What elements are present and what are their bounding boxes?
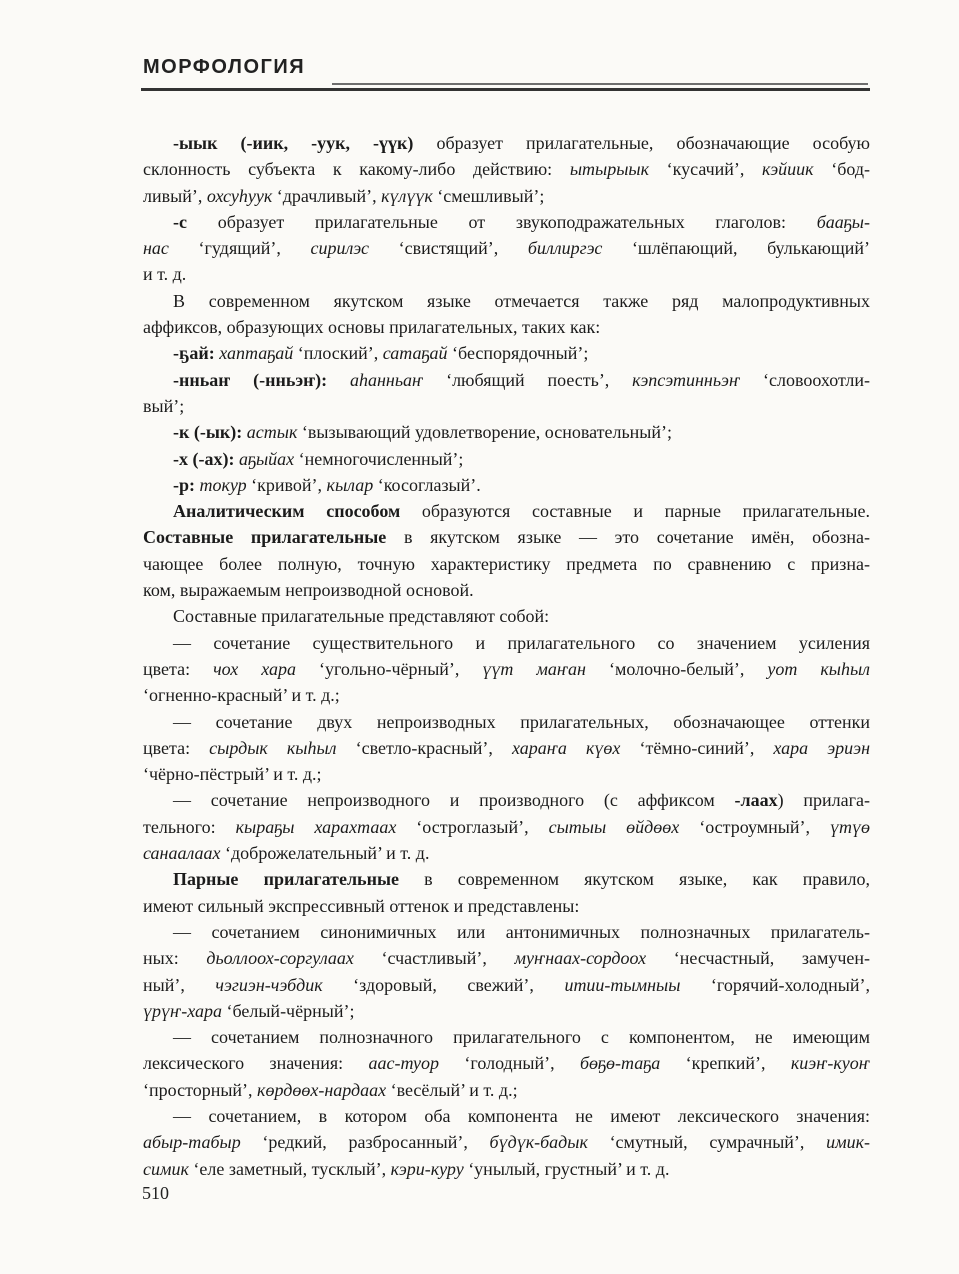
text-run: токур	[199, 474, 247, 495]
text-run: охсуһуук	[206, 185, 273, 206]
text-run: — сочетанием, в котором оба компонента не имеют лексического значения:	[173, 1105, 870, 1126]
paragraph	[143, 603, 870, 629]
text-run: в современном якутском языке, как правило,	[424, 869, 870, 890]
text-run: ‘свистящий’,	[368, 238, 528, 259]
text-run: образуются составные и парные прилагательные.	[421, 501, 870, 522]
paragraph	[143, 919, 870, 1024]
text-run: бааҕы-	[816, 211, 870, 232]
text-run: ‘смешливый’;	[432, 185, 545, 206]
text-line	[143, 130, 870, 156]
text-run: уот кыһыл	[767, 658, 870, 679]
text-run: образует прилагательные от звукоподражательных глаголов:	[217, 211, 817, 232]
text-run: ‘редкий, разбросанный’,	[240, 1132, 490, 1153]
text-run: ‘огненно-красный’ и т. д.;	[143, 685, 340, 706]
text-run: итии-тымныы	[564, 974, 681, 995]
text-run: дьоллоох-соргулаах	[206, 948, 354, 969]
text-run: ‘беспорядочный’;	[447, 343, 589, 364]
text-run: ‘бод-	[813, 159, 870, 180]
text-run: ‘светло-красный’,	[336, 737, 512, 758]
text-run: ‘любящий поесть’,	[423, 369, 633, 390]
text-run: ытырыык	[569, 159, 649, 180]
text-run: -ҕай:	[173, 343, 220, 364]
text-run: чающее более полную, точную характеристику предмета по сравнению с призна-	[143, 553, 870, 574]
text-line	[143, 866, 870, 892]
text-run: чэгиэн-чэбдик	[215, 974, 323, 995]
text-run: сатаҕай	[382, 343, 448, 364]
text-line	[143, 1129, 870, 1155]
header-rule-thin	[332, 83, 868, 85]
text-run: склонность субъекта к какому-либо действию:	[143, 159, 570, 180]
text-run: нас	[143, 238, 169, 259]
text-run: ‘смутный, сумрачный’,	[587, 1132, 827, 1153]
text-run: ‘горячий-холодный’,	[680, 974, 870, 995]
paragraph	[143, 446, 870, 472]
text-run: ‘молочно-белый’,	[585, 658, 768, 679]
text-run: лексического значения:	[143, 1053, 369, 1074]
running-header: МОРФОЛОГИЯ	[143, 56, 306, 78]
text-line	[143, 209, 870, 235]
text-run: ‘белый-чёрный’;	[221, 1000, 355, 1021]
text-run: сырдык кыһыл	[209, 737, 337, 758]
text-line	[143, 945, 870, 971]
text-line	[143, 972, 870, 998]
text-run: ‘вызывающий удовлетворение, основательный’;	[297, 422, 673, 443]
text-line	[143, 156, 870, 182]
text-run: ‘драчливый’,	[272, 185, 382, 206]
text-run: кылар	[326, 474, 374, 495]
paragraph	[143, 1024, 870, 1103]
text-run: -с	[173, 211, 218, 232]
text-body	[143, 130, 870, 1182]
text-line	[143, 761, 870, 787]
text-line	[143, 735, 870, 761]
text-run: ‘шлёпающий, булькающий’	[602, 238, 870, 259]
text-run: киэҥ-куоҥ	[790, 1053, 870, 1074]
text-line	[143, 998, 870, 1024]
text-run: кыраҕы харахтаах	[235, 816, 397, 837]
text-line	[143, 340, 870, 366]
text-run: күлүүк	[381, 185, 433, 206]
text-run: ных:	[143, 948, 207, 969]
text-run: кэри-куру	[390, 1158, 464, 1179]
text-run: -р:	[173, 474, 200, 495]
text-run: ‘голодный’,	[439, 1053, 580, 1074]
text-run: ком, выражаемым непроизводной основой.	[143, 580, 474, 601]
text-run: ‘здоровый, свежий’,	[322, 974, 565, 995]
paragraph	[143, 419, 870, 445]
text-run: и т. д.	[143, 264, 187, 285]
text-line	[143, 603, 870, 629]
text-line	[143, 656, 870, 682]
text-line	[143, 893, 870, 919]
text-run: в якутском языке — это сочетание имён, обозна-	[403, 527, 870, 548]
text-run: Составные прилагательные	[143, 527, 404, 548]
text-run: ‘чёрно-пёстрый’ и т. д.;	[143, 764, 322, 785]
text-run: кэпсэтинньэҥ	[632, 369, 741, 390]
text-run: ‘доброжелательный’ и т. д.	[220, 843, 430, 864]
text-run: -лаах	[734, 790, 778, 811]
text-run: -х (-ах):	[173, 448, 239, 469]
text-run: ‘остроумный’,	[679, 816, 831, 837]
text-run: — сочетание двух непроизводных прилагательных, обозначающее оттенки	[173, 711, 870, 732]
text-run: ‘кривой’,	[246, 474, 327, 495]
text-line	[143, 1024, 870, 1050]
paragraph	[143, 472, 870, 498]
text-run: ‘словоохотли-	[740, 369, 870, 390]
paragraph	[143, 288, 870, 341]
paragraph	[143, 1103, 870, 1182]
text-run: Парные прилагательные	[173, 869, 425, 890]
text-run: цвета:	[143, 737, 210, 758]
text-run: аҕыйах	[238, 448, 295, 469]
text-line	[143, 682, 870, 708]
text-run: үтүө	[830, 816, 870, 837]
text-run: ) прилага-	[777, 790, 870, 811]
text-run: ‘кусачий’,	[649, 159, 763, 180]
text-line	[143, 551, 870, 577]
text-run: хараҥа күөх	[511, 737, 621, 758]
text-line	[143, 630, 870, 656]
text-run: муҥнаах-сордоох	[514, 948, 647, 969]
text-run: цвета:	[143, 658, 214, 679]
text-run: үрүҥ-хара	[143, 1000, 222, 1021]
text-run: бүдүк-бадык	[489, 1132, 588, 1153]
text-run: ‘еле заметный, тусклый’,	[188, 1158, 391, 1179]
paragraph	[143, 130, 870, 209]
paragraph	[143, 367, 870, 420]
text-run: ‘косоглазый’.	[373, 474, 481, 495]
text-run: ‘гудящий’,	[168, 238, 311, 259]
text-run: ‘просторный’,	[143, 1079, 258, 1100]
text-run: ливый’,	[143, 185, 207, 206]
text-run: аһанньаҥ	[349, 369, 424, 390]
text-run: В современном якутском языке отмечается также ряд малопродуктивных	[173, 290, 870, 311]
text-run: үүт маҥан	[482, 658, 586, 679]
text-run: ‘несчастный, замучен-	[646, 948, 870, 969]
text-line	[143, 367, 870, 393]
text-run: -нньаҥ (-нньэҥ):	[173, 369, 350, 390]
text-line	[143, 183, 870, 209]
paragraph	[143, 340, 870, 366]
text-run: аас-туор	[368, 1053, 440, 1074]
text-run: образует прилагательные, обозначающие особую	[436, 133, 870, 153]
text-run: ‘угольно-чёрный’,	[296, 658, 483, 679]
text-run: тельного:	[143, 816, 236, 837]
text-line	[143, 814, 870, 840]
text-run: — сочетание непроизводного и производного (с аффиксом	[173, 790, 735, 811]
text-run: имеют сильный экспрессивный оттенок и представлены:	[143, 895, 580, 916]
text-run: ‘унылый, грустный’ и т. д.	[463, 1158, 670, 1179]
text-run: биллиргэс	[527, 238, 603, 259]
text-run: ‘весёлый’ и т. д.;	[386, 1079, 518, 1100]
text-run: астык	[246, 422, 298, 443]
text-run: бөҕө-таҕа	[579, 1053, 661, 1074]
text-line	[143, 787, 870, 813]
text-run: симик	[143, 1158, 189, 1179]
text-run: — сочетанием полнозначного прилагательного с компонентом, не имеющим	[173, 1027, 870, 1048]
text-line	[143, 446, 870, 472]
text-run: ‘немногочисленный’;	[294, 448, 464, 469]
paragraph	[143, 498, 870, 603]
text-run: ‘крепкий’,	[660, 1053, 791, 1074]
text-run: ‘тёмно-синий’,	[620, 737, 774, 758]
text-line	[143, 472, 870, 498]
text-run: ‘плоский’,	[293, 343, 383, 364]
text-line	[143, 709, 870, 735]
text-run: хаптаҕай	[219, 343, 294, 364]
text-run: Составные прилагательные представляют собой:	[173, 606, 550, 627]
text-run: кэйиик	[762, 159, 814, 180]
text-run: Аналитическим способом	[173, 501, 422, 522]
text-run: көрдөөх-нардаах	[257, 1079, 387, 1100]
text-line	[143, 235, 870, 261]
text-run: ‘остроглазый’,	[396, 816, 549, 837]
text-run: ‘счастливый’,	[353, 948, 515, 969]
text-line	[143, 1077, 870, 1103]
text-line	[143, 314, 870, 340]
text-line	[143, 288, 870, 314]
text-line	[143, 1050, 870, 1076]
text-run: аффиксов, образующих основы прилагательных, таких как:	[143, 317, 601, 338]
text-run: — сочетанием синонимичных или антонимичных полнозначных прилагатель-	[173, 921, 870, 942]
paragraph	[143, 787, 870, 866]
paragraph	[143, 866, 870, 919]
paragraph	[143, 630, 870, 709]
text-line	[143, 498, 870, 524]
text-run: -к (-ык):	[173, 422, 247, 443]
text-line	[143, 840, 870, 866]
text-line	[143, 524, 870, 550]
text-line	[143, 919, 870, 945]
text-run: -ыык (-иик, -уук, -үүк)	[173, 133, 437, 153]
text-run: абыр-табыр	[143, 1132, 241, 1153]
text-line	[143, 577, 870, 603]
text-run: санаалаах	[143, 843, 221, 864]
page-number: 510	[142, 1183, 169, 1203]
text-run: чох хара	[213, 658, 297, 679]
text-line	[143, 1156, 870, 1182]
text-run: — сочетание существительного и прилагательного со значением усиления	[173, 632, 870, 653]
paragraph	[143, 709, 870, 788]
text-run: вый’;	[143, 395, 185, 416]
text-line	[143, 393, 870, 419]
text-line	[143, 261, 870, 287]
text-line	[143, 1103, 870, 1129]
text-run: ный’,	[143, 974, 216, 995]
paragraph	[143, 209, 870, 288]
text-line	[143, 419, 870, 445]
text-run: сытыы өйдөөх	[548, 816, 680, 837]
text-run: хара эриэн	[773, 737, 870, 758]
text-run: сирилэс	[310, 238, 369, 259]
header-rule-thick	[141, 88, 870, 91]
text-run: имик-	[826, 1132, 870, 1153]
